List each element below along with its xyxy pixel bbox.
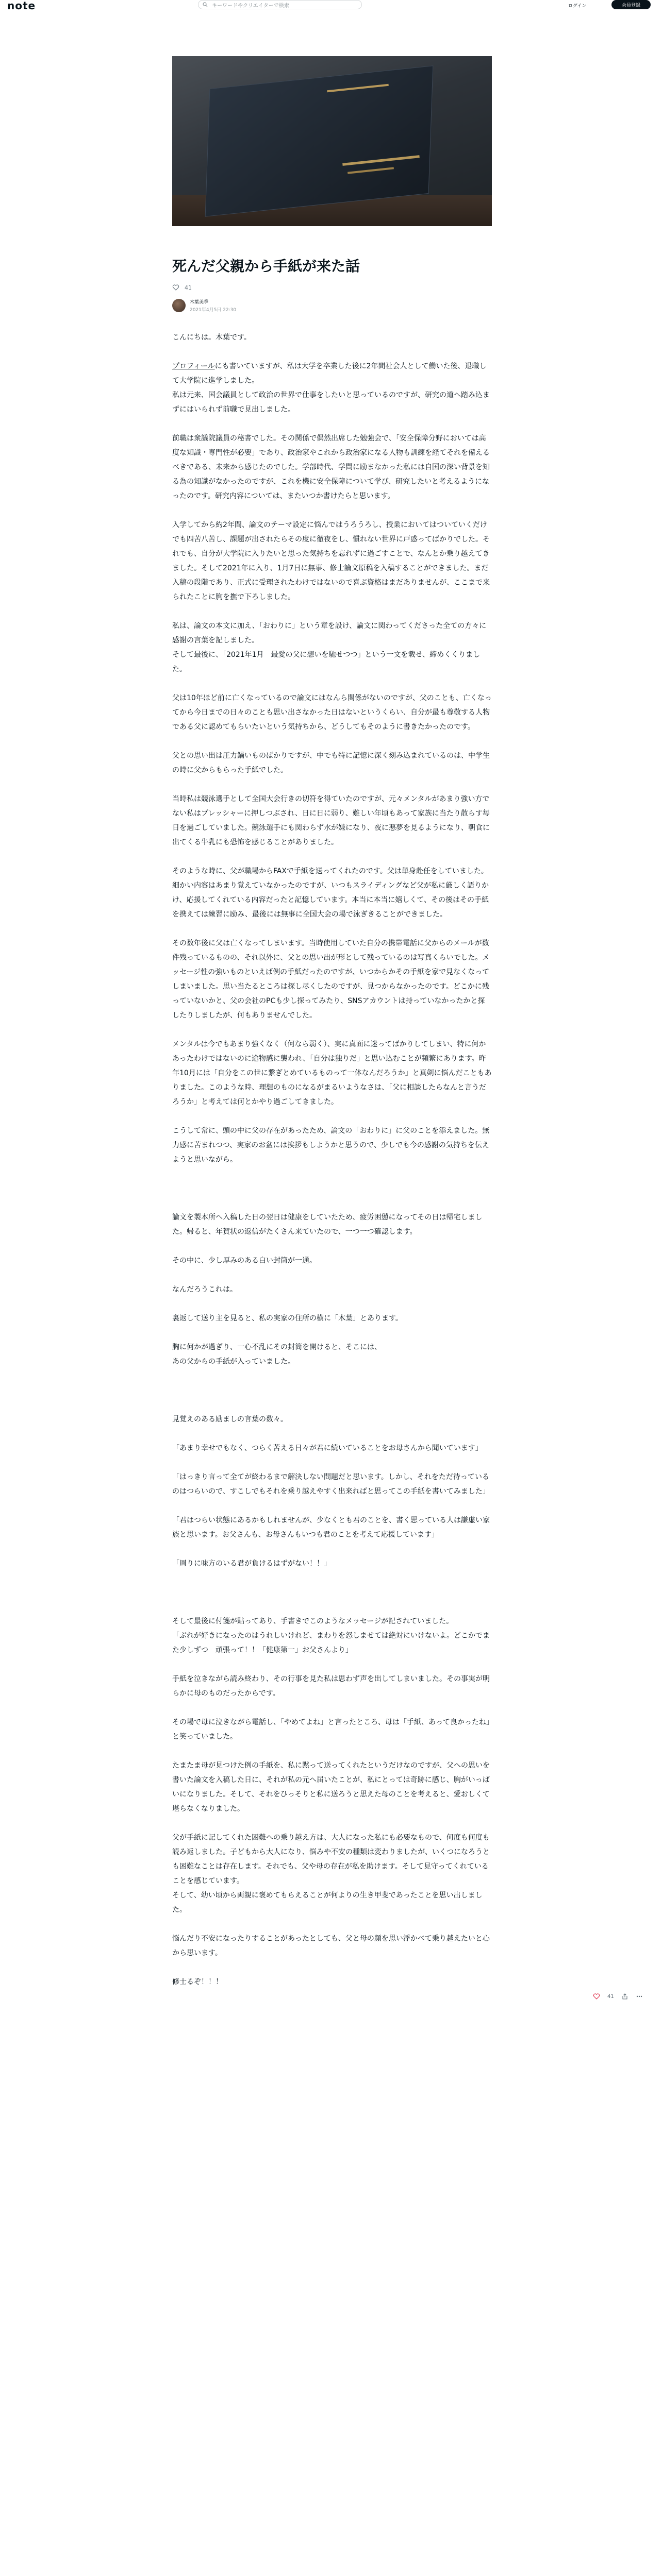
paragraph-line: 「ぶれが好きになったのはうれしいけれど、まわりを怒しませては絶対にいけないよ。どこかでまた少しずつ 頑張って！！「健康第一」お父さんより」 xyxy=(172,1632,490,1654)
heart-icon[interactable] xyxy=(593,1993,600,2000)
like-count: 41 xyxy=(185,284,192,291)
section-gap xyxy=(172,1585,492,1614)
paragraph-line: あの父からの手紙が入っていました。 xyxy=(172,1358,295,1366)
paragraph-line: 胸に何かが過ぎり、一心不乱にその封筒を開けると、そこには、 xyxy=(172,1343,382,1351)
article-paragraph xyxy=(172,1975,492,1989)
paragraph-line: 裏返して送り主を見ると、私の実家の住所の横に「木葉」とあります。 xyxy=(172,1314,403,1323)
article-paragraph xyxy=(172,1037,492,1109)
paragraph-line: 修士るぞ！！！ xyxy=(172,1978,223,1986)
post-date: 2021年4月5日 22:30 xyxy=(190,308,237,313)
article-paragraph xyxy=(172,1340,492,1369)
article-paragraph xyxy=(172,1253,492,1268)
article-paragraph xyxy=(172,792,492,850)
floating-actions xyxy=(593,1993,643,2000)
article-paragraph xyxy=(172,1311,492,1326)
article-paragraph xyxy=(172,1614,492,1657)
article-paragraph xyxy=(172,518,492,604)
article-body xyxy=(172,330,492,1989)
paragraph-line: その中に、少し厚みのある白い封筒が一通。 xyxy=(172,1257,317,1265)
article-paragraph xyxy=(172,1210,492,1239)
more-icon[interactable] xyxy=(636,1993,643,2000)
article-paragraph xyxy=(172,1831,492,1917)
paragraph-line: 見覚えのある励ましの言葉の数々。 xyxy=(172,1415,288,1423)
article-paragraph xyxy=(172,619,492,676)
article xyxy=(172,56,492,2004)
paragraph-line: 父との思い出は圧力鍋いものばかりですが、中でも特に記憶に深く刻み込まれているのは、中学生の時に父からもらった手紙でした。 xyxy=(172,752,490,774)
floating-like-count: 41 xyxy=(607,1993,614,1999)
site-header xyxy=(0,0,662,11)
author-name[interactable]: 木葉美季 xyxy=(190,300,209,305)
article-paragraph xyxy=(172,1556,492,1571)
paragraph-line: そのような時に、父が職場からFAXで手紙を送ってくれたのです。父は単身赴任をしていました。細かい内容はあまり覚えていなかったのですが、いつもスライディングなど父が私に厳しく語りかけ、応援してくれている内容だったと記憶しています。本当に本当に嬉しくて、その後はその手紙を携えては練習に励み、最後には無事に全国大会の場で泳ぎきることができました。 xyxy=(172,867,489,919)
site-logo[interactable]: note xyxy=(7,0,36,12)
paragraph-line: たまたま母が見つけた例の手紙を、私に黙って送ってくれたというだけなのですが、父への思いを書いた論文を入稿した日に、それが私の元へ届いたことが、私にとっては奇跡に感じ、胸がいっぱいになりました。そして、それをひっそりと私に送ろうと思えた母のことを考えると、愛おしくて堪らなくなりました。 xyxy=(172,1761,490,1813)
paragraph-line: 入学してから約2年間、論文のテーマ設定に悩んではうろうろし、授業においてはついていくだけでも四苦八苦し、課題が出されたらその度に徹夜をし、慣れない世界に戸惑ってばかりでした。それでも、自分が大学院に入りたいと思った気持ちを忘れずに過ごすことで、なんとか乗り越えてきました。そして2021年に入り、1月7日に無事、修士論文原稿を入稿することができました。まだ入稿の段階であり、正式に受理されたわけではないので喜ぶ資格はまだありませんが、ここまで来られたことに胸を撫で下ろしました。 xyxy=(172,521,490,601)
hero-image xyxy=(172,56,492,226)
profile-link[interactable]: プロフィール xyxy=(172,362,215,370)
paragraph-line: そして、幼い頃から両親に褒めてもらえることが何よりの生き甲斐であったことを思い出しました。 xyxy=(172,1891,483,1914)
search-input[interactable] xyxy=(198,0,362,9)
paragraph-line: にも書いていますが、私は大学を卒業した後に2年間社会人として働いた後、退職して大学院に進学しました。 xyxy=(172,362,487,385)
article-paragraph xyxy=(172,1441,492,1455)
paragraph-line: 悩んだり不安になったりすることがあったとしても、父と母の顔を思い浮かべて乗り越えたいと心から思います。 xyxy=(172,1935,490,1957)
paragraph-line: 父が手紙に記してくれた困難への乗り越え方は、大人になった私にも必要なもので、何度も何度も読み返しました。子どもから大人になり、悩みや不安の種類は変わりましたが、いくつになろうとも困難なことは存在します。それでも、父や母の存在が私を助けます。そして見守ってくれていることを感じています。 xyxy=(172,1834,490,1885)
paragraph-line: メンタルは今でもあまり強くなく（何なら弱く）、実に真面に迷ってばかりしてしまい、特に何かあったわけではないのに途物感に襲われ、「自分は独りだ」と思い込むことが頻繁にあります。昨年10月には「自分をこの世に繋ぎとめているものって一体なんだろうか」と真剣に悩んだこともありました。このような時、理想のものになるがまるいようなさは、「父に相談したらなんと言うだろうか」と考えては何とかやり過ごしてきました。 xyxy=(172,1040,492,1106)
article-paragraph xyxy=(172,1513,492,1542)
paragraph-line: なんだろうこれは。 xyxy=(172,1285,237,1294)
article-paragraph xyxy=(172,1282,492,1297)
article-paragraph xyxy=(172,1124,492,1167)
author-row xyxy=(172,298,492,313)
article-paragraph xyxy=(172,359,492,417)
article-paragraph xyxy=(172,330,492,345)
article-title: 死んだ父親から手紙が来た話 xyxy=(172,258,360,275)
like-row xyxy=(172,284,492,291)
paragraph-line: その数年後に父は亡くなってしまいます。当時使用していた自分の携帯電話に父からのメールが数件残っているものの、それ以外に、父との思い出が形として残っているのは写真くらいでした。メッセージ性の強いものといえば例の手紙だったのですが、いつからかその手紙を家で見なくなってしまいました。思い当たるところは探し尽くしたのですが、見つからなかったのです。どこかに残っていないかと、父の会社のPCも少し探ってみたり、SNSアカウントは持っていなかったかと探したりしましたが、何もありませんでした。 xyxy=(172,939,490,1020)
article-paragraph xyxy=(172,1931,492,1960)
search-icon xyxy=(203,2,208,7)
paragraph-line: こんにちは。木葉です。 xyxy=(172,333,251,342)
paragraph-line: 「はっきり言って全てが終わるまで解決しない問題だと思います。しかし、それをただ待っているのはつらいので、すこしでもそれを乗り越えやすく出来ればと思ってこの手紙を書いてみました」 xyxy=(172,1473,490,1496)
paragraph-line: 当時私は競泳選手として全国大会行きの切符を得ていたのですが、元々メンタルがあまり強い方でない私はプレッシャーに押しつぶされ、日に日に弱り、難しい年頃もあって家族に当たり散らす毎日を過ごしていました。競泳選手にも関わらず水が嫌になり、夜に悪夢を見るようになり、朝食に出てくる牛乳にも恐怖を感じることがありました。 xyxy=(172,795,490,846)
paragraph-line: 前職は衆議院議員の秘書でした。その関係で偶然出席した勉強会で、「安全保障分野においては高度な知識・専門性が必要」であり、政治家やこれから政治家になる人物も訓練を経てそれを備えるべきである、未来から感じたのでした。学部時代、学問に励まなかった私には自国の深い背景を知る為の知識がなかったのですが、これを機に安全保障について学び、研究したいと考えるようになったのです。研究内容については、またいつか書けたらと思います。 xyxy=(172,434,490,500)
paragraph-line: こうして常に、頭の中に父の存在があったため、論文の「おわりに」に父のことを添えました。無力感に苦まれつつ、実家のお盆には挨拶もしようかと思うので、少しでも今の感謝の気持ちを伝えようと思いながら。 xyxy=(172,1127,490,1164)
paragraph-line: 手紙を泣きながら読み終わり、その行事を見た私は思わず声を出してしまいました。その事実が明らかに母のものだったからです。 xyxy=(172,1675,490,1698)
paragraph-line: そして最後に、「2021年1月 最愛の父に想いを馳せつつ」という一文を載せ、締めくくりました。 xyxy=(172,651,481,673)
paragraph-line: 父は10年ほど前に亡くなっているので論文にはなんら関係がないのですが、父のことも、亡くなってから今日までの日々のことも思い出さなかった日はないというくらい、自分が最も尊敬する人物である父に認めてもらいたいという気持ちから、どうしてもそのように書きたかったのです。 xyxy=(172,694,492,731)
paragraph-line: 「あまり幸せでもなく、つらく苦える日々が君に続いていることをお母さんから聞いています」 xyxy=(172,1444,483,1452)
article-paragraph xyxy=(172,1412,492,1427)
article-paragraph xyxy=(172,1470,492,1499)
article-paragraph xyxy=(172,1715,492,1744)
signup-button[interactable]: 会員登録 xyxy=(611,0,651,9)
paragraph-line: そして最後に付箋が貼ってあり、手書きでこのようなメッセージが記されていました。 xyxy=(172,1617,454,1625)
article-paragraph xyxy=(172,1758,492,1816)
login-link[interactable]: ログイン xyxy=(568,4,587,9)
paragraph-line: 「周りに味方のいる君が負けるはずがない！！」 xyxy=(172,1560,331,1568)
avatar[interactable] xyxy=(172,299,186,312)
article-paragraph xyxy=(172,1672,492,1701)
paragraph-line: 「君はつらい状態にあるかもしれませんが、少なくとも君のことを、書く思っている人は謙虚い家族と思います。お父さんも、お母さんもいつも君のことを考えて応援しています」 xyxy=(172,1516,490,1539)
paragraph-line: 論文を製本所へ入稿した日の翌日は健康をしていたため、疲労困憊になってその日は帰宅しました。帰ると、年賀状の返信がたくさん来ていたので、一つ一つ確認します。 xyxy=(172,1213,483,1236)
paragraph-line: その場で母に泣きながら電話し、「やめてよね」と言ったところ、母は「手紙、あって良かったね」と笑っていました。 xyxy=(172,1718,490,1741)
article-paragraph xyxy=(172,691,492,734)
heart-icon[interactable] xyxy=(172,284,179,291)
section-gap xyxy=(172,1383,492,1412)
search-placeholder: キーワードやクリエイターで検索 xyxy=(212,3,289,9)
article-paragraph xyxy=(172,864,492,922)
article-paragraph xyxy=(172,749,492,777)
paragraph-line: 私は元来、国会議員として政治の世界で仕事をしたいと思っているのですが、研究の道へ踏み込まずにはいられず前職で見出しました。 xyxy=(172,391,490,414)
section-gap xyxy=(172,1181,492,1210)
article-paragraph xyxy=(172,431,492,503)
paragraph-line: 私は、論文の本文に加え、「おわりに」という章を設け、論文に関わってくださった全ての方々に感謝の言葉を記しました。 xyxy=(172,622,487,645)
article-paragraph xyxy=(172,936,492,1023)
share-icon[interactable] xyxy=(621,1993,628,2000)
